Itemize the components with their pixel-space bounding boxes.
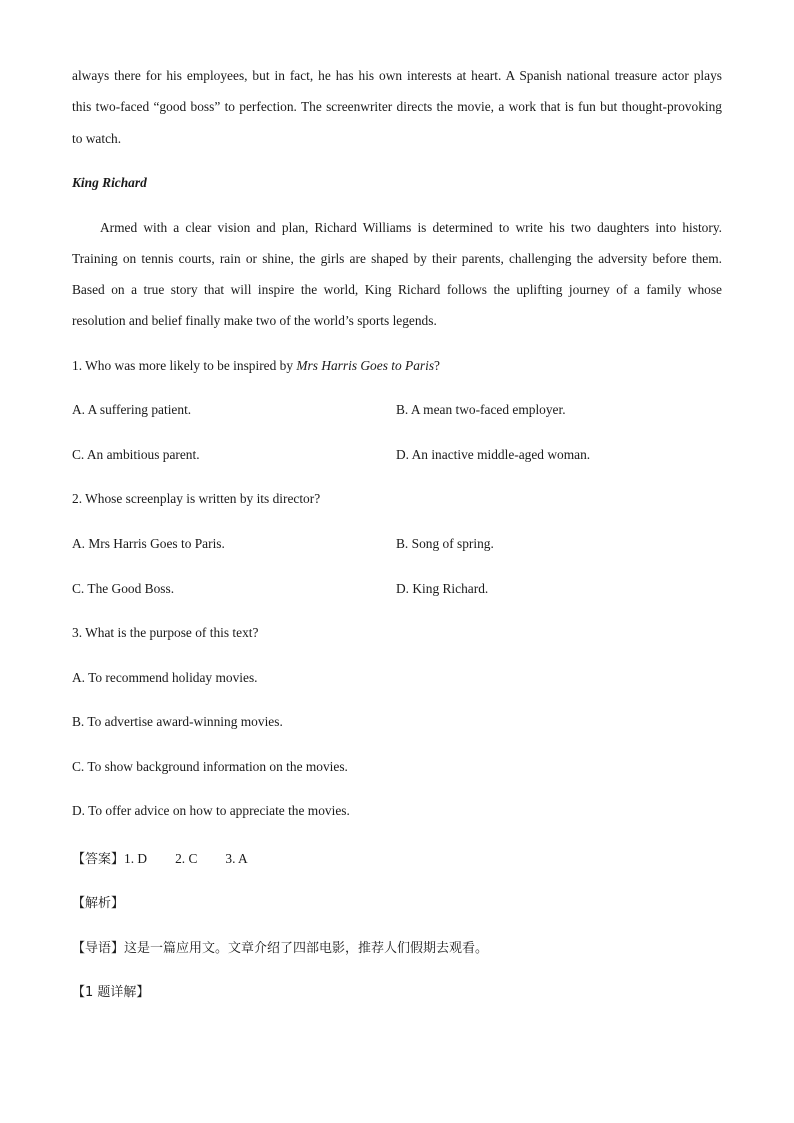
king-richard-line-1: Armed with a clear vision and plan, Richard Williams is determined to write his two daughters into history. <box>100 220 722 235</box>
question-1-stem <box>72 358 440 374</box>
question-3-option-a: A. To recommend holiday movies. <box>72 670 258 685</box>
question-1-stem-title: Mrs Harris Goes to Paris <box>296 358 435 373</box>
question-2-option-c: C. The Good Boss. <box>72 581 175 596</box>
question-2-option-d: D. King Richard. <box>396 581 489 596</box>
question-2-option-a: A. Mrs Harris Goes to Paris. <box>72 536 225 551</box>
question-3-stem: 3. What is the purpose of this text? <box>72 625 259 640</box>
guide-line <box>72 937 488 956</box>
section-title-king-richard: King Richard <box>72 175 147 190</box>
question-1-option-c: C. An ambitious parent. <box>72 447 200 462</box>
king-richard-line-4: resolution and belief finally make two of the world’s sports legends. <box>72 313 437 328</box>
analysis-label: 【解析】 <box>72 896 125 911</box>
detail-label: 【1 题详解】 <box>72 985 150 1000</box>
passage-line-2: this two-faced “good boss” to perfection. The screenwriter directs the movie, a work that is fun but thought-provoking <box>72 99 722 114</box>
question-1-option-a: A. A suffering patient. <box>72 402 192 417</box>
answer-label: 【答案】 <box>72 852 125 867</box>
answer-1: 1. D <box>124 851 148 866</box>
question-3-option-d: D. To offer advice on how to appreciate the movies. <box>72 803 350 818</box>
question-1-option-d: D. An inactive middle-aged woman. <box>396 447 591 462</box>
answer-line <box>72 848 248 867</box>
question-1-stem-prefix: 1. Who was more likely to be inspired by <box>72 358 297 373</box>
question-2-option-b: B. Song of spring. <box>396 536 494 551</box>
question-2-stem: 2. Whose screenplay is written by its director? <box>72 491 321 506</box>
answer-2: 2. C <box>175 851 198 866</box>
question-3-option-c: C. To show background information on the movies. <box>72 759 348 774</box>
guide-text: 这是一篇应用文。文章介绍了四部电影，推荐人们假期去观看。 <box>124 941 489 956</box>
king-richard-line-3: Based on a true story that will inspire the world, King Richard follows the uplifting journey of a family whose <box>72 282 722 297</box>
passage-line-3: to watch. <box>72 131 122 146</box>
king-richard-line-2: Training on tennis courts, rain or shine, the girls are shaped by their parents, challenging the adversity before them. <box>72 251 722 266</box>
question-3-option-b: B. To advertise award-winning movies. <box>72 714 283 729</box>
question-1-option-b: B. A mean two-faced employer. <box>396 402 566 417</box>
question-1-stem-suffix: ? <box>434 358 440 373</box>
guide-label: 【导语】 <box>72 941 125 956</box>
passage-line-1: always there for his employees, but in fact, he has his own interests at heart. A Spanish national treasure actor plays <box>72 68 722 83</box>
answer-3: 3. A <box>225 851 248 866</box>
